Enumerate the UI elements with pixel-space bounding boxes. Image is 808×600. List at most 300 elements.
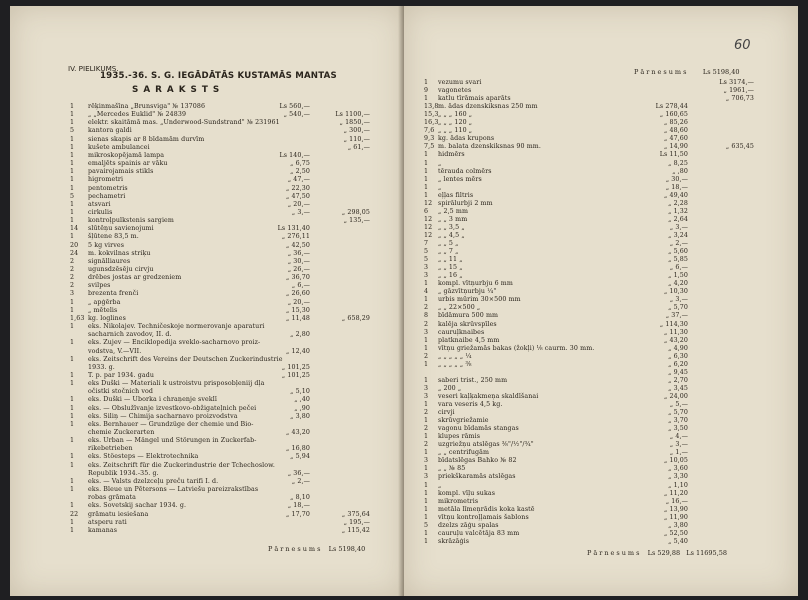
item-description: kompl. vīļu sukas (438, 489, 496, 497)
item-amount: „ 3,24 (668, 231, 688, 239)
item-amount: „ 114,30 (659, 320, 688, 328)
item-description: robas grāmata (88, 494, 136, 502)
item-description: „ „ 3 mm (438, 215, 468, 223)
item-quantity: 6 (424, 207, 429, 215)
carry-over-top-label: Pārnesums (634, 68, 689, 76)
item-quantity: 1 (70, 184, 75, 192)
item-description: očistki stočnich vod (88, 388, 154, 396)
item-description: „ „ 11 „ (438, 256, 463, 264)
item-description: „ apģērba (88, 298, 121, 306)
item-description: spirālurbji 2 mm (438, 199, 493, 207)
item-quantity: 1 (424, 497, 429, 505)
item-quantity: 1 (424, 376, 429, 384)
item-amount: „ 6,30 (668, 352, 688, 360)
item-quantity: 5 (424, 521, 429, 529)
item-amount: „ 36,70 (286, 274, 310, 282)
item-description: eks. Zujev — Enciklopedija sveklo-sacharnovo proiz- (88, 339, 261, 347)
item-description: higrometri (88, 176, 124, 184)
item-quantity: 1 (424, 183, 429, 191)
item-quantity: 1 (70, 355, 75, 363)
item-description: drēbes jostas ar gredzeniem (88, 274, 182, 282)
item-amount: „ 1,10 (668, 481, 688, 489)
item-amount: „ 3,45 (668, 384, 688, 392)
item-quantity: 5 (70, 127, 75, 135)
item-quantity: 1 (424, 151, 429, 159)
item-description: emaljēts spainis ar vāku (88, 160, 168, 168)
item-description: „ „ 15 „ (438, 264, 463, 272)
inventory-row (424, 537, 756, 546)
item-amount: „ 3,— (669, 441, 688, 449)
item-subtotal: „ 195,— (343, 518, 370, 526)
item-amount: „ 5,70 (668, 409, 688, 417)
item-amount: „ 16,— (665, 497, 688, 505)
item-amount: „ 6,— (669, 264, 688, 272)
item-description: eks. Duški — Uborka i chraņenje sveklī (88, 396, 217, 404)
item-description: kantora galdi (88, 127, 132, 135)
item-quantity: 2 (70, 266, 75, 273)
item-amount: „ 20,— (287, 298, 310, 306)
item-description: metāla līmeņrādis koka kastē (438, 505, 535, 513)
item-amount: „ 9,45 (668, 368, 688, 376)
item-subtotal: „ 115,42 (341, 526, 370, 534)
item-amount: „ 30,— (287, 257, 310, 265)
item-quantity: 1 (70, 453, 75, 461)
item-amount: „ 47,50 (286, 192, 310, 200)
item-amount: „ 1,32 (668, 207, 688, 215)
item-quantity: 1 (70, 420, 75, 428)
item-quantity: 1 (70, 103, 75, 110)
item-description: sacharnich zavodov, II. d. (88, 331, 172, 339)
item-description: „ „ 5 „ (438, 240, 459, 247)
item-description: vītņu griežamās bakas (žokļi) ⅛ caurm. 30 mm. (438, 344, 595, 352)
item-description: eks. — Valsts dzelzceļu preču tarifi I. d. (88, 477, 219, 485)
item-amount: „ 12,40 (286, 347, 310, 355)
item-description: uzgriežņu atslēgas ⅜"/½"/¾" (438, 441, 534, 449)
item-amount: „ 6,75 (290, 160, 310, 168)
item-description: saberi trist., 250 mm (438, 376, 508, 384)
item-amount: „ 24,00 (664, 392, 688, 400)
item-description: pechametri (88, 192, 126, 200)
item-description: eks. Urban — Mängel und Störungen in Zuckerfab- (88, 437, 257, 445)
item-quantity: 1 (424, 433, 429, 441)
item-description: m. ādas dzenskiksnas 250 mm (438, 103, 538, 111)
item-quantity: 4 (424, 288, 429, 296)
item-quantity: 7,6 (424, 127, 435, 135)
item-quantity: 1 (70, 396, 75, 404)
item-subtotal: Ls 1100,— (335, 111, 370, 119)
item-quantity: 1 (70, 143, 75, 151)
carry-over-left (268, 545, 365, 553)
item-quantity: 1 (70, 168, 75, 176)
item-description: eks. Stöesteps — Elektrotechnika (88, 453, 199, 461)
item-description: T. p. par 1934. gadu (88, 371, 155, 379)
item-quantity: 1 (424, 344, 429, 352)
item-description: vezumu svari (438, 79, 482, 86)
item-description: „ „ 4,5 „ (438, 231, 465, 239)
page-subtitle: SARAKSTS (132, 85, 225, 95)
item-description: klupes rāmis (438, 433, 481, 441)
item-quantity: 3 (424, 328, 429, 336)
item-amount: „ 2,50 (290, 168, 310, 176)
item-amount: „ 22,30 (286, 184, 310, 192)
item-quantity: 9 (424, 87, 429, 95)
item-amount: „ 2,28 (668, 199, 688, 207)
item-amount: „ 16,80 (286, 445, 310, 453)
item-quantity: 14 (70, 225, 79, 233)
item-amount: „ 36,— (287, 249, 310, 257)
item-amount: „ 3,30 (668, 473, 688, 481)
item-amount: „ 6,20 (668, 360, 688, 368)
item-amount: „ 101,25 (281, 363, 310, 371)
item-amount: „ 276,11 (281, 233, 310, 241)
item-quantity: 1 (70, 380, 75, 388)
item-description: kalēja skrūvspīles (438, 320, 497, 328)
item-quantity: 2 (70, 257, 75, 265)
item-description: cirkulis (88, 208, 113, 216)
item-quantity: 7 (424, 240, 429, 247)
item-quantity: 1 (424, 296, 429, 304)
item-quantity: 2 (424, 304, 429, 312)
item-description: atsvari (88, 200, 111, 208)
item-amount: „ 2,80 (290, 331, 310, 339)
item-quantity: 1 (424, 191, 429, 199)
item-description: „ „ 22×500 „ (438, 304, 481, 312)
item-description: cauruļknaibes (438, 328, 485, 336)
item-description: rēķinmašīna „Brunsviga" № 137086 (88, 103, 206, 110)
item-amount: „ 8,25 (668, 159, 688, 167)
item-quantity: 1 (424, 537, 429, 545)
item-quantity: 1 (70, 339, 75, 347)
item-quantity: 22 (70, 510, 79, 518)
item-amount: „ 3,— (291, 208, 310, 216)
item-quantity: 1 (70, 371, 75, 379)
carry-over-right (587, 549, 727, 557)
item-amount: „ 5,10 (290, 388, 310, 396)
item-quantity: 5 (424, 256, 429, 264)
right-page (404, 6, 798, 596)
item-description: „ mētelis (88, 306, 118, 314)
carry-over-right-value1: Ls 529,88 (647, 549, 681, 557)
item-description: „ „ „ 160 „ (438, 111, 473, 119)
item-description: chemie Zuckerarten (88, 429, 155, 436)
page-number-mark: 60 (734, 38, 751, 53)
item-subtotal: Ls 3174,— (719, 79, 754, 86)
item-quantity: 2 (70, 274, 75, 282)
item-description: sienas skapis ar 8 bīdamām durvīm (88, 135, 205, 143)
item-amount: „ 1,— (669, 449, 688, 457)
item-description: kg. loglines (88, 314, 126, 322)
item-description: „ (438, 481, 442, 489)
item-amount: „ 43,20 (664, 336, 688, 344)
item-amount: „ 2,70 (668, 376, 688, 384)
item-description: skrūvgriežamie (438, 417, 489, 425)
item-amount: „ 36,— (287, 469, 310, 477)
carry-over-label: Pārnesums (268, 545, 323, 553)
item-quantity: 1 (424, 95, 429, 103)
item-quantity: 1 (70, 412, 75, 420)
item-quantity: 1 (424, 465, 429, 473)
item-quantity: 2 (424, 352, 429, 360)
item-quantity: 12 (424, 223, 433, 231)
item-amount: „ 4,20 (668, 280, 688, 288)
item-description: „ 200 „ (438, 384, 462, 392)
item-description: eks Duški — Materiali k ustroistvu prisposobļeniij dļa (88, 380, 265, 388)
item-subtotal: „ 635,45 (725, 143, 754, 151)
item-description: vara veseris 4,5 kg. (438, 401, 503, 408)
item-description: eļļas filtris (438, 191, 474, 199)
item-amount: „ 5,70 (668, 304, 688, 312)
item-amount: „ 4,— (669, 433, 688, 441)
item-quantity: 13,8 (424, 103, 439, 111)
item-quantity: 2 (70, 282, 75, 290)
item-description: „ lentes mērs (438, 175, 482, 183)
item-amount: „ 101,25 (281, 371, 310, 379)
item-quantity: 1 (70, 176, 75, 184)
item-quantity: 1 (70, 477, 75, 485)
item-quantity: 8 (424, 312, 429, 320)
item-description: kontroļpulkstenis sargiem (88, 217, 174, 225)
item-subtotal: „ 1961,— (723, 87, 754, 95)
item-quantity: 1 (424, 360, 429, 368)
item-subtotal: „ 658,29 (341, 314, 370, 322)
item-description: priekškaramās atslēgas (438, 473, 516, 481)
item-amount: „ 5,94 (290, 453, 310, 461)
item-amount: „ 11,30 (664, 328, 688, 336)
item-quantity: 1 (70, 461, 75, 469)
item-subtotal: „ 300,— (343, 127, 370, 135)
item-amount: „ 30,— (665, 175, 688, 183)
inventory-row (70, 526, 380, 535)
item-subtotal: „ 298,05 (341, 208, 370, 216)
item-description: pentometris (88, 184, 128, 192)
item-quantity: 12 (424, 215, 433, 223)
item-amount: „ 10,30 (664, 288, 688, 296)
item-amount: „ 3,80 (668, 521, 688, 529)
item-description: veseri kaļķakmeņa skaldīšanai (438, 392, 539, 400)
item-description: tērauda colmērs (438, 167, 492, 175)
item-subtotal: „ 135,— (343, 217, 370, 225)
item-quantity: 1 (70, 111, 75, 119)
item-description: vagonetes (438, 87, 472, 95)
item-quantity: 1 (424, 513, 429, 521)
item-quantity: 1 (424, 280, 429, 288)
item-description: svilpes (88, 282, 111, 290)
item-quantity: 1,63 (70, 314, 85, 322)
item-description: 1933. g. (88, 363, 115, 371)
item-description: eks. Nikolajev. Techničeskoje normerovanje aparaturi (88, 323, 265, 331)
item-description: „ (438, 183, 442, 191)
item-description: eks. Sovetskij sachar 1934. g. (88, 502, 187, 510)
item-description: „ „ 16 „ (438, 272, 463, 280)
item-description: eks. Siliņ — Chimija sacharnavo proizvodstva (88, 412, 238, 420)
item-amount: „ 37,— (665, 312, 688, 320)
item-description: 5 kg virves (88, 241, 125, 249)
item-amount: „ 160,65 (659, 111, 688, 119)
item-quantity: 1 (424, 401, 429, 408)
item-description: eks. — Obslužīvanje izvestkovo-obžigateļnich pečei (88, 404, 257, 412)
item-description: mikroskopējamā lampa (88, 151, 165, 159)
item-description: eks. Zeitschrift für die Zuckerindustrie der Tchechoslow. (88, 461, 276, 469)
item-amount: Ls 131,40 (277, 225, 310, 233)
item-amount: „ 47,60 (664, 135, 688, 143)
item-quantity: 1 (424, 417, 429, 425)
item-quantity: 7,5 (424, 143, 435, 151)
item-amount: „ 85,26 (664, 119, 688, 127)
item-quantity: 2 (424, 320, 429, 328)
item-quantity: 1 (70, 200, 75, 208)
item-description: „ „ 3,5 „ (438, 223, 465, 231)
item-description: atsperu rati (88, 518, 127, 526)
item-quantity: 3 (70, 290, 75, 298)
item-description: „ „ „ 120 „ (438, 119, 473, 127)
item-description: „ „ „ „ „ ⅜ (438, 360, 472, 368)
item-description: „ 2,5 mm (438, 207, 469, 215)
item-description: bīdatslēgas Bahko № 82 (438, 457, 517, 465)
item-quantity: 3 (424, 473, 429, 481)
item-description: „ (438, 159, 442, 167)
item-quantity: 16,3 (424, 119, 439, 127)
item-subtotal: „ 110,— (343, 135, 370, 143)
item-quantity: 1 (424, 159, 429, 167)
item-description: „ „ 7 „ (438, 248, 459, 256)
item-amount: „ 26,— (287, 266, 310, 273)
item-description: „ „ „ „ „ ¼ (438, 352, 472, 360)
item-quantity: 1 (70, 437, 75, 445)
item-amount: „ 3,50 (668, 425, 688, 433)
item-amount: Ls 560,— (279, 103, 310, 110)
carry-over-top (634, 68, 740, 76)
item-amount: „ 2,— (669, 240, 688, 247)
item-description: mikrometris (438, 497, 479, 505)
item-quantity: 1 (424, 336, 429, 344)
item-amount: „ 20,— (287, 200, 310, 208)
item-amount: „ ,40 (294, 396, 310, 404)
item-description: m. kokvilnas striķu (88, 249, 151, 257)
item-amount: „ 15,30 (286, 306, 310, 314)
item-description: „ „ centrifugām (438, 449, 490, 457)
item-amount: „ 3,70 (668, 417, 688, 425)
carry-over-right-value2: Ls 11695,58 (686, 549, 728, 557)
item-description: rikebetrieben (88, 445, 133, 453)
item-quantity: 1 (424, 175, 429, 183)
item-amount: „ 4,90 (668, 344, 688, 352)
item-quantity: 9,3 (424, 135, 435, 143)
item-amount: „ 49,40 (664, 191, 688, 199)
item-amount: „ 3,60 (668, 465, 688, 473)
item-amount: „ 52,50 (664, 529, 688, 537)
item-quantity: 1 (70, 135, 75, 143)
item-description: kušete ambulancei (88, 143, 150, 151)
item-amount: „ 14,90 (664, 143, 688, 151)
carry-over-value: Ls 5198,40 (328, 545, 366, 553)
item-quantity: 5 (70, 192, 75, 200)
item-quantity: 1 (70, 306, 75, 314)
item-description: cirvji (438, 409, 455, 417)
item-subtotal: „ 61,— (347, 143, 370, 151)
item-description: elektr. skaitāmā mas. „Underwood-Sundstrand" № 231961 (88, 119, 280, 127)
item-quantity: 3 (424, 384, 429, 392)
item-description: skrāzāģis (438, 537, 470, 545)
item-description: pavairojamais stikls (88, 168, 154, 176)
item-description: „ „ „ 110 „ (438, 127, 473, 135)
item-amount: „ 13,90 (664, 505, 688, 513)
item-quantity: 5 (424, 248, 429, 256)
item-quantity: 2 (424, 441, 429, 449)
item-amount: „ 10,05 (664, 457, 688, 465)
item-description: eks. Bernhauer — Grundzüge der chemie und Bio- (88, 420, 254, 428)
item-description: platknaibe 4,5 mm (438, 336, 500, 344)
item-description: cauruļu valcētāja 83 mm (438, 529, 520, 537)
item-quantity: 1 (70, 502, 75, 510)
item-amount: „ 26,60 (286, 290, 310, 298)
item-quantity: 3 (424, 272, 429, 280)
item-amount: „ 43,20 (286, 429, 310, 436)
item-amount: „ 3,— (669, 296, 688, 304)
page-title: 1935.-36. S. G. IEGĀDĀTĀS KUSTAMĀS MANTAS (100, 71, 337, 81)
item-amount: „ 5,85 (668, 256, 688, 264)
item-amount: „ 3,80 (290, 412, 310, 420)
item-description: šļūtene 83,5 m. (88, 233, 139, 241)
item-quantity: 1 (70, 404, 75, 412)
item-amount: „ 1,50 (668, 272, 688, 280)
item-description: ugunsdzēsēju cirvju (88, 266, 154, 273)
item-description: „ „ № 85 (438, 465, 466, 473)
item-description: dzelzs zāģu spalas (438, 521, 499, 529)
item-quantity: 1 (70, 486, 75, 494)
item-description: Republik 1934.-35. g. (88, 469, 159, 477)
item-quantity: 12 (424, 199, 433, 207)
item-quantity: 1 (424, 481, 429, 489)
item-quantity: 24 (70, 249, 79, 257)
item-amount: „ 11,90 (664, 513, 688, 521)
item-description: brezenta frenči (88, 290, 139, 298)
item-amount: „ 18,— (665, 183, 688, 191)
item-description: vodstva, V.—VII. (88, 347, 142, 355)
item-quantity: 1 (70, 323, 75, 331)
item-quantity: 3 (424, 392, 429, 400)
item-description: bīdāmura 500 mm (438, 312, 499, 320)
item-amount: „ 11,48 (286, 314, 310, 322)
item-description: kg. ādas krupons (438, 135, 495, 143)
item-description: „ gāzvītņurbju ¼" (438, 288, 497, 296)
item-amount: „ 18,— (287, 502, 310, 510)
item-quantity: 12 (424, 231, 433, 239)
item-amount: „ 540,— (283, 111, 310, 119)
item-description: vagonu bīdamās stangas (438, 425, 519, 433)
item-description: „ „Mercedes Euklid" № 24839 (88, 111, 187, 119)
item-quantity: 3 (424, 264, 429, 272)
item-description: katlu tīrāmais aparāts (438, 95, 511, 103)
item-amount: „ 3,— (669, 223, 688, 231)
carry-over-right-label: Pārnesums (587, 549, 642, 557)
item-subtotal: „ 375,64 (341, 510, 370, 518)
carry-over-top-value: Ls 5198,40 (702, 68, 740, 76)
item-quantity: 1 (424, 529, 429, 537)
item-amount: „ 8,10 (290, 494, 310, 502)
item-quantity: 2 (424, 425, 429, 433)
item-quantity: 1 (70, 298, 75, 306)
item-quantity: 1 (424, 79, 429, 86)
item-description: kamanas (88, 526, 118, 534)
item-description: m. balata dzenskiksnas 90 mm. (438, 143, 541, 151)
item-amount: „ 17,70 (286, 510, 310, 518)
item-subtotal: „ 1850,— (339, 119, 370, 127)
item-amount: „ 5,40 (668, 537, 688, 545)
item-description: eks. Bleue un Pētersons — Latviešu pareizrakstības (88, 486, 259, 494)
item-quantity: 20 (70, 241, 79, 249)
item-description: vītņu kontroļļamais šablons (438, 513, 529, 521)
item-amount: „ 2,— (291, 477, 310, 485)
